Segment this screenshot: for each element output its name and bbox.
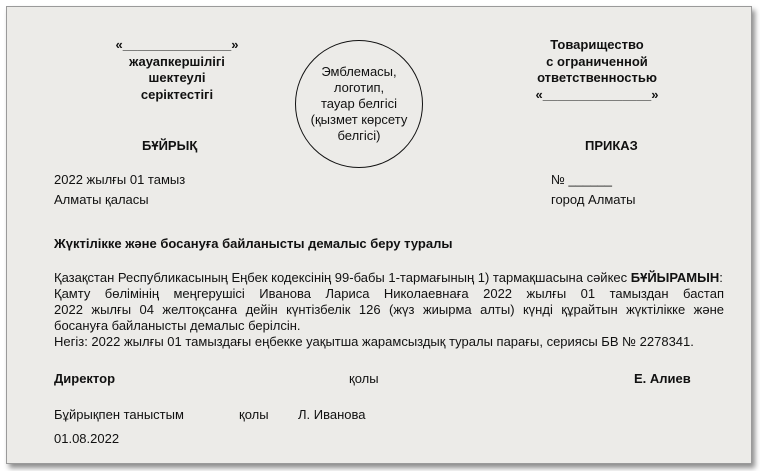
right-organization-block (507, 37, 687, 103)
director-label: Директор (54, 371, 116, 386)
body-paragraph-1-text: Қазақстан Республикасының Еңбек кодексінің 99-бабы 1-тармағының 1) тармақшасына сәйкес (54, 270, 631, 285)
left-org-name-line: «_______________» (115, 37, 239, 52)
emblem-line-5: белгісі) (337, 128, 381, 143)
body-paragraph-1 (54, 270, 724, 286)
left-org-type-line-1: жауапкершілігі (129, 53, 225, 69)
body-paragraph-1-command: БҰЙЫРАМЫН (630, 270, 720, 285)
order-city-kz: Алматы қаласы (54, 192, 149, 207)
order-number-ru: № ______ (551, 172, 612, 187)
emblem-placeholder (295, 40, 423, 168)
director-signature-label: қолы (349, 371, 379, 386)
body-paragraph-2-line-2: 2022 жылғы 04 желтоқсанға дейін күнтізбелік 126 (жүз жиырма алты) күнді құрайтын жүктілікке және (54, 302, 724, 317)
director-name: Е. Алиев (634, 371, 691, 386)
emblem-line-3: тауар белгісі (320, 96, 398, 111)
right-org-name-line: «_______________» (535, 86, 659, 102)
left-org-type-line-3: серіктестігі (140, 86, 214, 102)
employee-name: Л. Иванова (298, 407, 366, 422)
employee-signature-label: қолы (239, 407, 269, 422)
emblem-line-4: (қызмет көрсету (310, 112, 408, 127)
acknowledgement-label: Бұйрықпен таныстым (54, 407, 184, 422)
right-org-type-line-1: Товарищество (550, 37, 644, 52)
body-paragraph-3: Негіз: 2022 жылғы 01 тамыздағы еңбекке уақытша жарамсыздық туралы парағы, сериясы БВ № 2278341. (54, 334, 694, 349)
body-paragraph-2-line-3: босануға байланысты демалыс берілсін. (54, 318, 301, 333)
order-city-ru: город Алматы (551, 192, 636, 207)
order-date-kz: 2022 жылғы 01 тамыз (54, 172, 186, 187)
body-paragraph-2-line-1: Қамту бөлімінің меңгерушісі Иванова Лариса Николаевнаға 2022 жылғы 01 тамыздан бастап (54, 286, 724, 301)
order-subject: Жүктілікке және босануға байланысты демалыс беру туралы (54, 236, 453, 251)
document-sheet (6, 6, 752, 464)
order-title-ru: ПРИКАЗ (585, 138, 638, 153)
body-paragraph-1-colon: : (719, 270, 723, 285)
right-org-type-line-2: с ограниченной (546, 53, 648, 69)
acknowledgement-date: 01.08.2022 (54, 431, 120, 446)
emblem-line-1: Эмблемасы, (321, 64, 397, 79)
left-org-type-line-2: шектеулі (148, 70, 206, 85)
order-body (54, 270, 724, 350)
emblem-line-2: логотип, (333, 80, 385, 95)
order-title-kz: БҰЙРЫҚ (142, 138, 198, 153)
emblem-text (300, 64, 418, 144)
left-organization-block (77, 37, 277, 103)
right-org-type-line-3: ответственностью (537, 70, 657, 85)
